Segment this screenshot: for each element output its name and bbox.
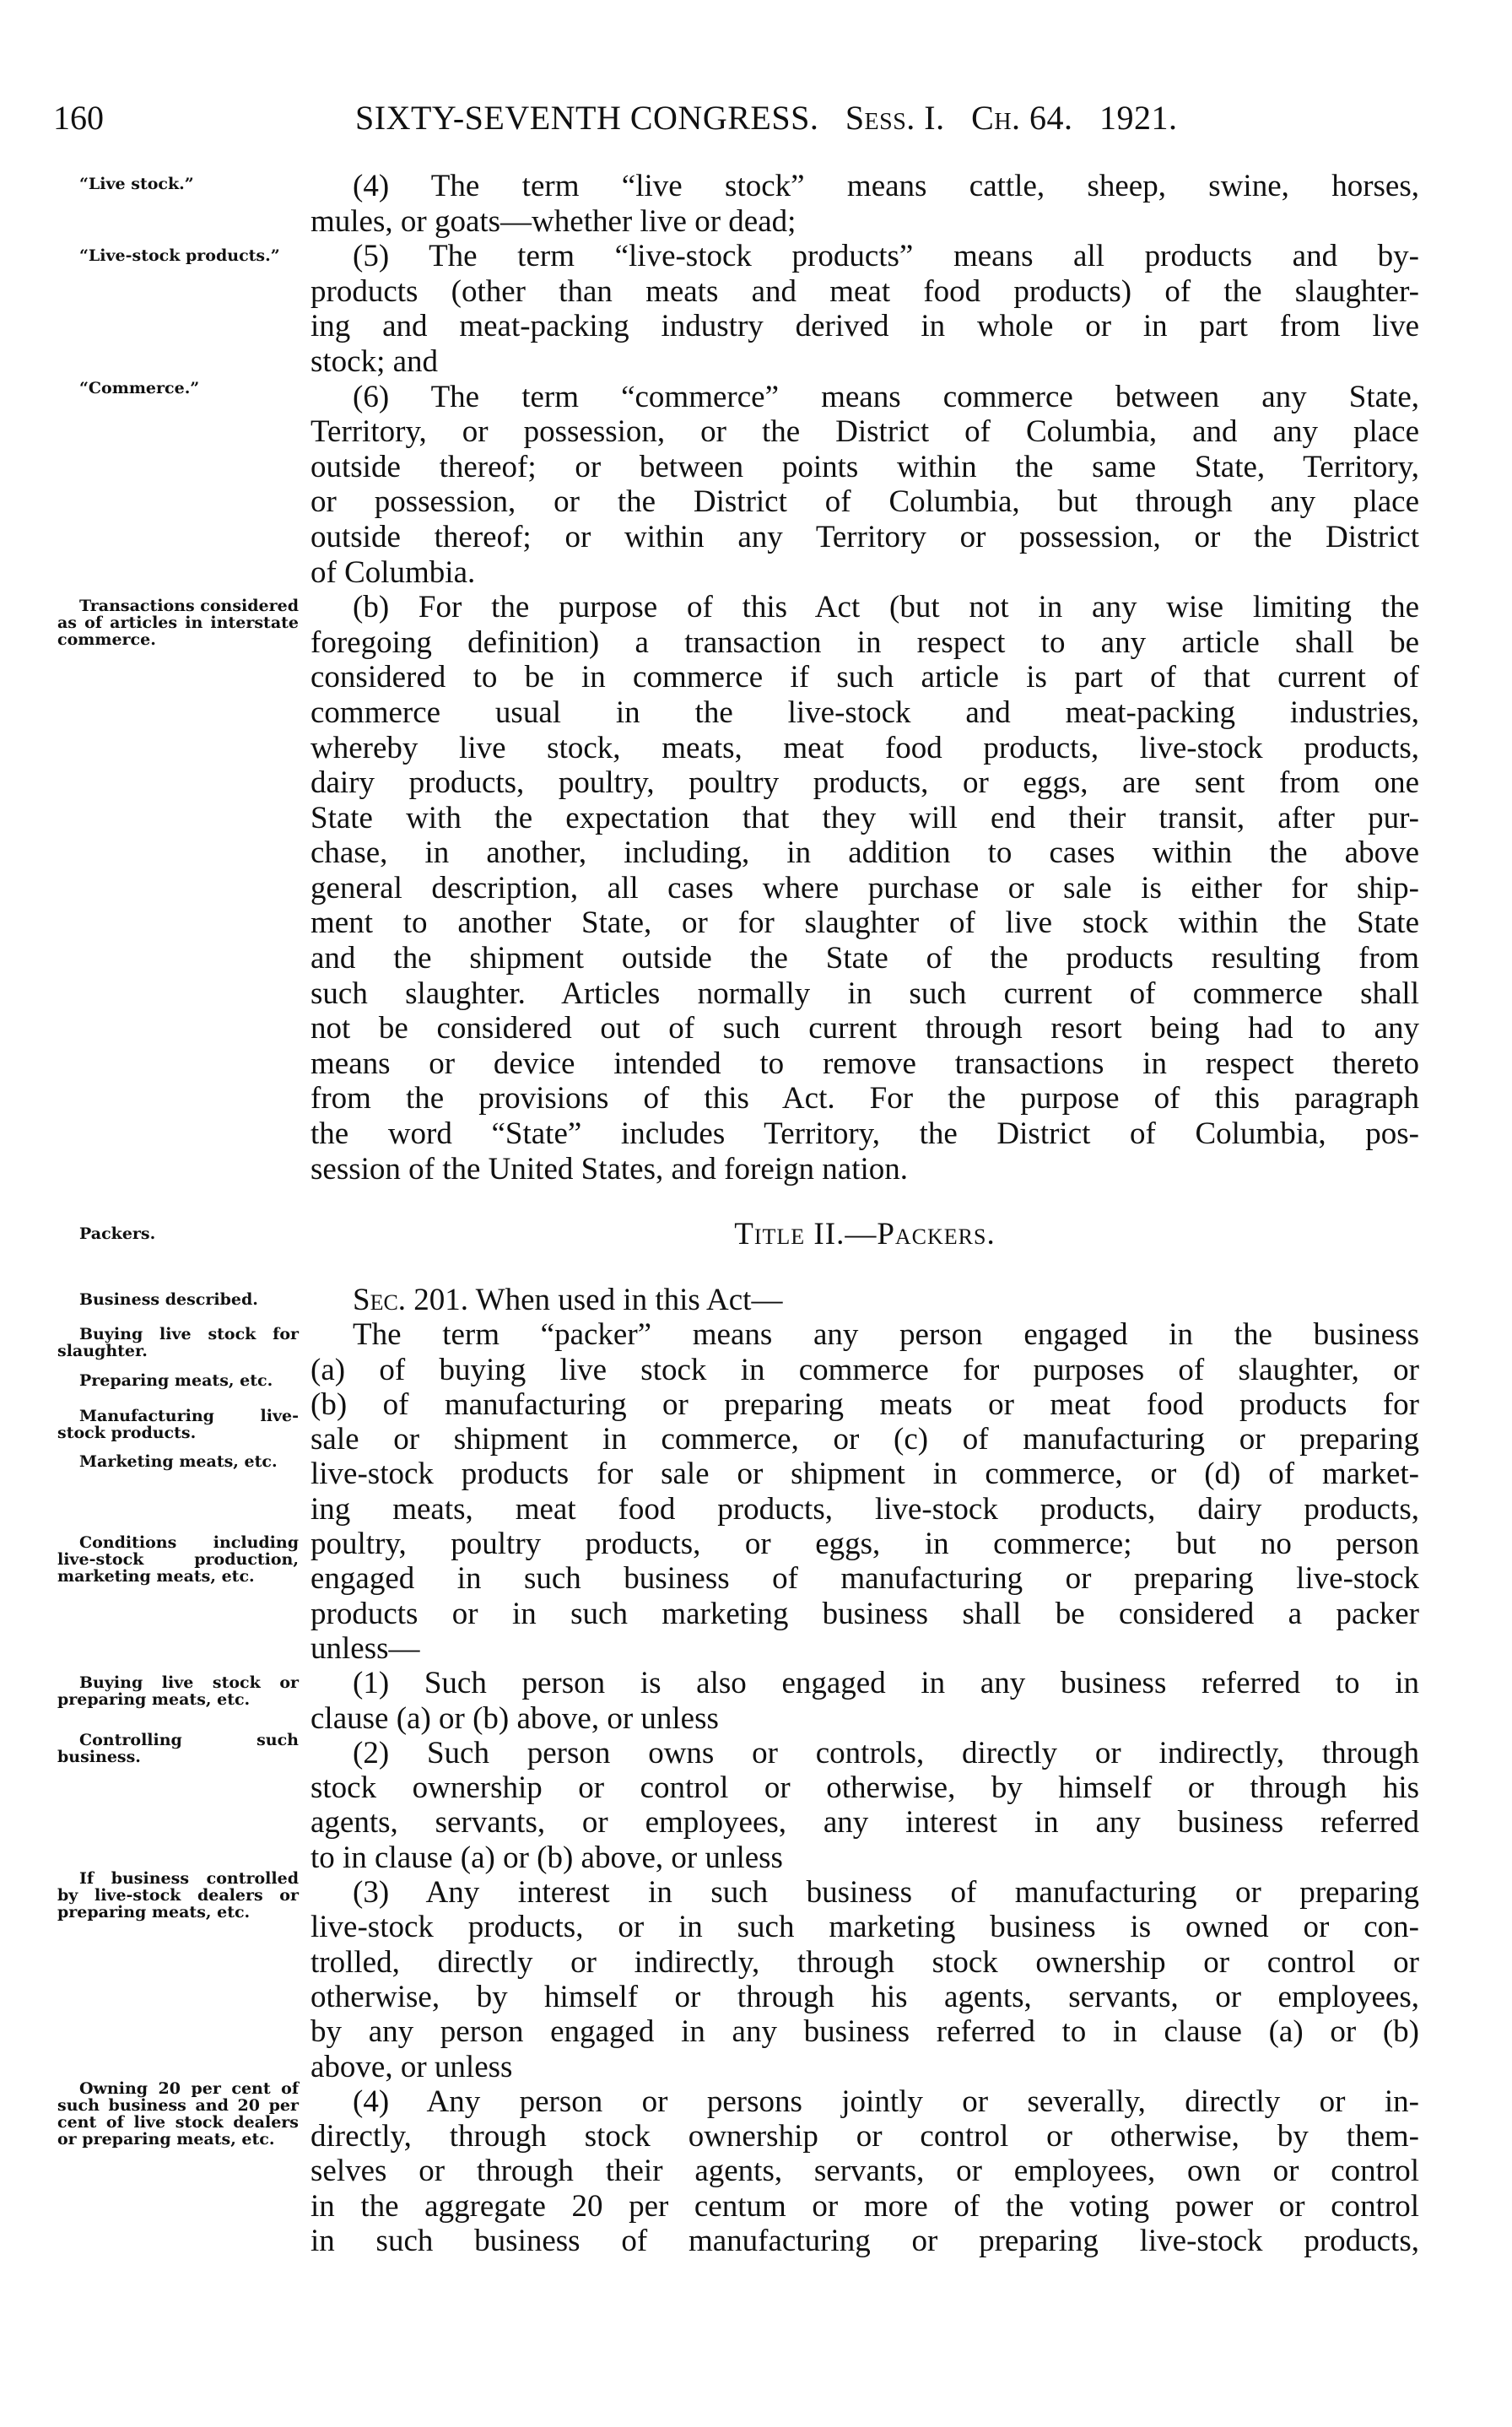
definitions-text	[310, 169, 1419, 1186]
text-line: considered to be in commerce if such article is part of that current of	[310, 660, 1419, 695]
text-line: the word “State” includes Territory, the District of Columbia, pos-	[310, 1116, 1419, 1152]
margin-note-owning-20-percent: Owning 20 per cent of such business and 20 per cent of live stock dealers or preparing meats, etc.	[57, 2079, 299, 2149]
text-line: live-stock products for sale or shipment in commerce, or (d) of market-	[310, 1457, 1419, 1492]
title-heading: Title II.—Packers.	[734, 1217, 996, 1251]
text-line: otherwise, by himself or through his agents, servants, or employees,	[310, 1979, 1419, 2014]
congress-label: SIXTY-SEVENTH CONGRESS.	[355, 99, 819, 137]
text-line: (4) The term “live stock” means cattle, sheep, swine, horses,	[353, 169, 1419, 203]
text-line: (b) of manufacturing or preparing meats or meat food products for	[310, 1386, 1419, 1422]
margin-note-business-described: Business described.	[79, 1290, 258, 1309]
text-line: (4) Any person or persons jointly or severally, directly or in-	[353, 2084, 1419, 2119]
text-line: (3) Any interest in such business of manufacturing or preparing	[353, 1875, 1419, 1911]
section-number: Sec. 201.	[353, 1283, 469, 1317]
margin-note-preparing-meats: Preparing meats, etc.	[79, 1371, 273, 1390]
text-line: products (other than meats and meat food products) of the slaughter-	[310, 273, 1419, 309]
text-line: such slaughter. Articles normally in such current of commerce shall	[310, 976, 1419, 1011]
session-label: Sess. I.	[845, 99, 945, 137]
text-line: in the aggregate 20 per centum or more of the voting power or control	[310, 2188, 1419, 2224]
text-line: foregoing definition) a transaction in respect to any article shall be	[310, 624, 1419, 660]
text-line: live-stock products, or in such marketing business is owned or con-	[310, 1910, 1419, 1945]
text-line: or possession, or the District of Columbia, but through any place	[310, 484, 1419, 520]
text-line: chase, in another, including, in addition to cases within the above	[310, 835, 1419, 871]
text-line: (a) of buying live stock in commerce for purposes of slaughter, or	[310, 1352, 1419, 1387]
chapter-label: Ch. 64.	[971, 99, 1073, 137]
text-line: unless—	[310, 1630, 420, 1666]
text-line: State with the expectation that they will end their transit, after pur-	[310, 800, 1419, 835]
margin-note-marketing-meats: Marketing meats, etc.	[79, 1452, 278, 1471]
text-line: Territory, or possession, or the District of Columbia, and any place	[310, 414, 1419, 450]
text-line: dairy products, poultry, poultry products, or eggs, are sent from one	[310, 765, 1419, 801]
text-line: trolled, directly or indirectly, through stock ownership or control or	[310, 1944, 1419, 1980]
margin-note-transactions: Transactions considered as of articles in interstate commerce.	[57, 597, 299, 649]
text-line: clause (a) or (b) above, or unless	[310, 1700, 719, 1736]
text-line: and the shipment outside the State of the products resulting from	[310, 941, 1419, 976]
margin-note-commerce: “Commerce.”	[79, 379, 200, 397]
margin-note-live-stock-products: “Live-stock products.”	[79, 246, 280, 265]
margin-note-conditions: Conditions including live-stock production, marketing meats, etc.	[57, 1533, 299, 1586]
text-line: ment to another State, or for slaughter of live stock within the State	[310, 905, 1419, 941]
text-line: general description, all cases where purchase or sale is either for ship-	[310, 870, 1419, 905]
text-line: in such business of manufacturing or preparing live-stock products,	[310, 2224, 1419, 2259]
text-line: commerce usual in the live-stock and meat-packing industries,	[310, 695, 1419, 730]
section-201-text	[310, 1283, 1419, 2258]
margin-note-manufacturing-products: Manufacturing live-stock products.	[57, 1407, 299, 1442]
text-line: to in clause (a) or (b) above, or unless	[310, 1840, 783, 1875]
text-line: (1) Such person is also engaged in any business referred to in	[353, 1666, 1419, 1701]
text-line: (2) Such person owns or controls, directly or indirectly, through	[353, 1735, 1419, 1770]
section-heading	[310, 1283, 1419, 1317]
text-line: means or device intended to remove transactions in respect thereto	[310, 1046, 1419, 1081]
text-line: outside thereof; or between points within the same State, Territory,	[310, 449, 1419, 484]
text-line: by any person engaged in any business referred to in clause (a) or (b)	[310, 2014, 1419, 2050]
margin-note-if-business-controlled: If business controlled by live-stock dealers or preparing meats, etc.	[57, 1869, 299, 1922]
text-line: The term “packer” means any person engaged in the business	[353, 1317, 1419, 1353]
year-label: 1921.	[1099, 99, 1178, 137]
margin-note-packers: Packers.	[79, 1224, 156, 1243]
text-line: directly, through stock ownership or control or otherwise, by them-	[310, 2119, 1419, 2154]
margin-note-controlling-business: Controlling such business.	[57, 1731, 299, 1766]
text-line: stock; and	[310, 343, 439, 379]
text-line: engaged in such business of manufacturing or preparing live-stock	[310, 1561, 1419, 1597]
text-line: stock ownership or control or otherwise, by himself or through his	[310, 1770, 1419, 1806]
text-line: (b) For the purpose of this Act (but not in any wise limiting the	[353, 590, 1419, 625]
text-line: whereby live stock, meats, meat food products, live-stock products,	[310, 730, 1419, 765]
margin-note-buying-or-preparing: Buying live stock or preparing meats, etc.	[57, 1673, 299, 1709]
text-line: ing and meat-packing industry derived in whole or in part from live	[310, 309, 1419, 344]
text-line: ing meats, meat food products, live-stock products, dairy products,	[310, 1491, 1419, 1527]
running-head	[355, 95, 1372, 142]
margin-note-buying-for-slaughter: Buying live stock for slaughter.	[57, 1325, 299, 1360]
text-line: outside thereof; or within any Territory or possession, or the District	[310, 519, 1419, 554]
text-line: (6) The term “commerce” means commerce between any State,	[353, 379, 1419, 414]
text-line: selves or through their agents, servants, or employees, own or control	[310, 2154, 1419, 2189]
text-line: of Columbia.	[310, 554, 476, 590]
text-line: from the provisions of this Act. For the purpose of this paragraph	[310, 1081, 1419, 1116]
page-number: 160	[53, 99, 104, 137]
section-intro: When used in this Act—	[475, 1283, 783, 1317]
margin-note-live-stock: “Live stock.”	[79, 175, 194, 193]
text-line: sale or shipment in commerce, or (c) of manufacturing or preparing	[310, 1422, 1419, 1457]
text-line: poultry, poultry products, or eggs, in commerce; but no person	[310, 1527, 1419, 1562]
text-line: not be considered out of such current through resort being had to any	[310, 1011, 1419, 1046]
text-line: (5) The term “live-stock products” means all products and by-	[353, 239, 1419, 274]
text-line: mules, or goats—whether live or dead;	[310, 203, 796, 239]
text-line: agents, servants, or employees, any interest in any business referred	[310, 1805, 1419, 1841]
text-line: above, or unless	[310, 2049, 513, 2084]
text-line: products or in such marketing business shall be considered a packer	[310, 1596, 1419, 1631]
text-line: session of the United States, and foreign nation.	[310, 1151, 909, 1186]
